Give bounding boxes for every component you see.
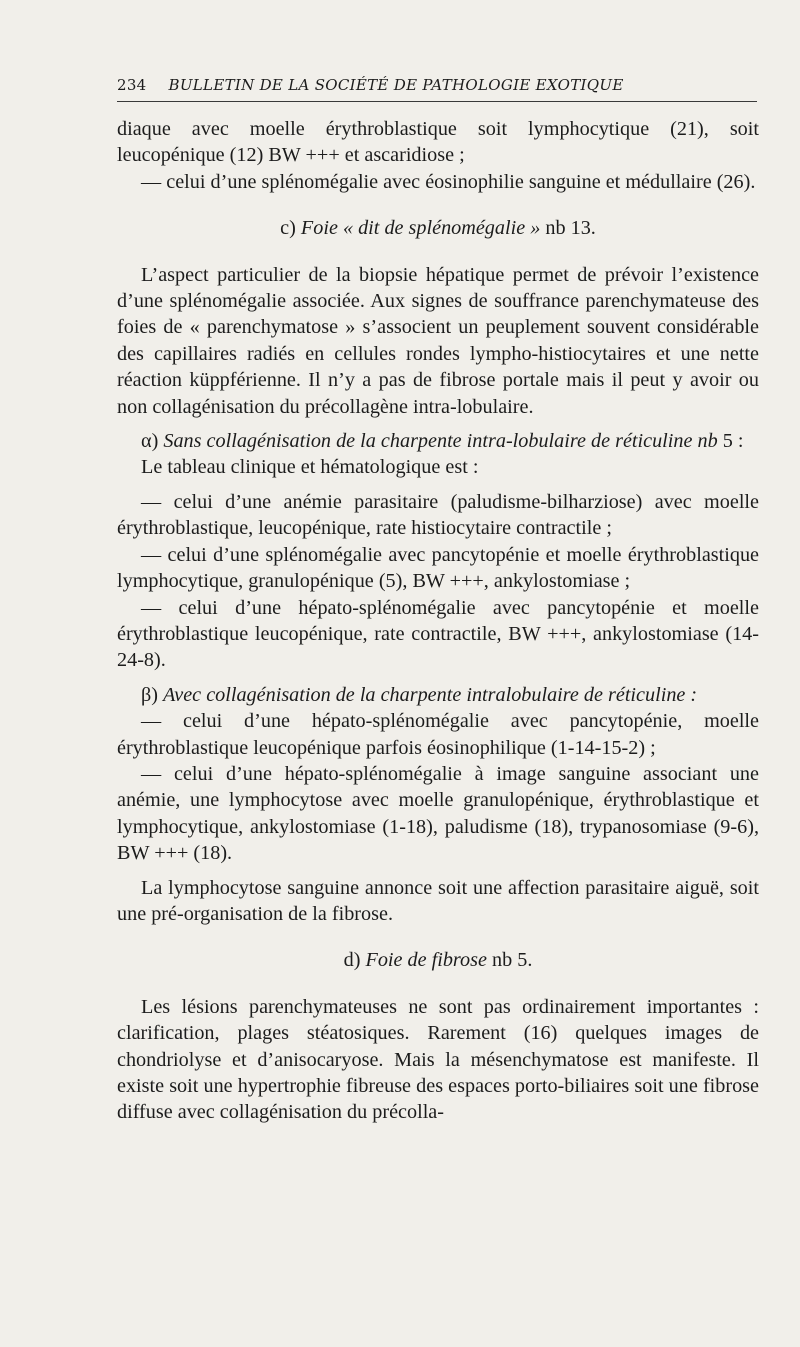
alpha-prefix: α) bbox=[141, 430, 164, 453]
section-d-suffix: nb 5. bbox=[486, 949, 533, 972]
section-heading-c bbox=[117, 215, 759, 241]
list-item-eosinophilia: — celui d’une splénomégalie avec éosinophilie sanguine et médullaire (26). bbox=[141, 170, 756, 193]
subheading-beta bbox=[117, 682, 759, 708]
section-d-prefix: d) bbox=[343, 949, 366, 972]
paragraph-liver-aspect: L’aspect particulier de la biopsie hépatique permet de prévoir l’existence d’une splénomégalie associée. Aux signes de souffrance parenchymateuse des foies de « parenchymatose » s’associent un peuplement souvent considérable des capillaires radiés en cellules rondes lympho-histiocytaires et une nette réaction küppférienne. Il n’y a pas de fibrose portale mais il peut y avoir ou non collagénisation du précollagène intra-lobulaire. bbox=[117, 263, 759, 418]
list-item-splenomegaly: — celui d’une splénomégalie avec pancytopénie et moelle érythroblastique lymphocytique, granulopénique (5), BW +++, ankylostomiase ; bbox=[117, 543, 759, 593]
section-d-title: Foie de fibrose bbox=[365, 949, 487, 972]
list-item-lymphocytosis: — celui d’une hépato-splénomégalie à image sanguine associant une anémie, une lymphocytose avec moelle granulopénique, érythroblastique et lymphocytique, ankylostomiase (1-18), paludisme (18), trypanosomiase (9-6), BW +++ (18). bbox=[117, 762, 759, 865]
section-c-prefix: c) bbox=[280, 217, 301, 240]
running-head bbox=[117, 76, 757, 94]
page-number: 234 bbox=[117, 76, 147, 94]
paragraph-lymphocytosis-note: La lymphocytose sanguine annonce soit une affection parasitaire aiguë, soit une pré-organisation de la fibrose. bbox=[117, 876, 759, 925]
alpha-title: Sans collagénisation de la charpente intra-lobulaire de réticuline nb bbox=[163, 430, 718, 453]
section-c-suffix: nb 13. bbox=[540, 217, 596, 240]
list-item-anemia: — celui d’une anémie parasitaire (paludisme-bilharziose) avec moelle érythroblastique, leucopénique, rate histiocytaire contractile ; bbox=[117, 490, 759, 540]
journal-title: BULLETIN DE LA SOCIÉTÉ DE PATHOLOGIE EXOTIQUE bbox=[168, 76, 624, 94]
paragraph-continuation: diaque avec moelle érythroblastique soit lymphocytique (21), soit leucopénique (12) BW +++ et ascaridiose ; bbox=[117, 118, 759, 167]
list-item-hepatosplenomegaly: — celui d’une hépato-splénomégalie avec pancytopénie et moelle érythroblastique leucopénique, rate contractile, BW +++, ankylostomiase (14-24-8). bbox=[117, 596, 759, 672]
header-rule bbox=[117, 101, 757, 102]
section-heading-d bbox=[117, 947, 759, 973]
article-body bbox=[117, 116, 759, 1126]
list-item-pancytopenia: — celui d’une hépato-splénomégalie avec pancytopénie, moelle érythroblastique leucopénique parfois éosinophilique (1-14-15-2) ; bbox=[117, 710, 759, 759]
beta-title: Avec collagénisation de la charpente intralobulaire de réticuline : bbox=[163, 683, 698, 706]
subheading-alpha bbox=[117, 428, 759, 454]
beta-prefix: β) bbox=[141, 683, 164, 706]
alpha-suffix: 5 : bbox=[717, 430, 744, 453]
section-c-title: Foie « dit de splénomégalie » bbox=[300, 217, 541, 240]
paragraph-clinical-picture: Le tableau clinique et hématologique est : bbox=[141, 456, 479, 479]
paragraph-fibrosis: Les lésions parenchymateuses ne sont pas ordinairement importantes : clarification, plages stéatosiques. Rarement (16) quelques images de chondriolyse et d’anisocaryose. Mais la mésenchymatose est manifeste. Il existe soit une hypertrophie fibreuse des espaces porto-biliaires soit une fibrose diffuse avec collagénisation du précolla- bbox=[117, 995, 759, 1124]
